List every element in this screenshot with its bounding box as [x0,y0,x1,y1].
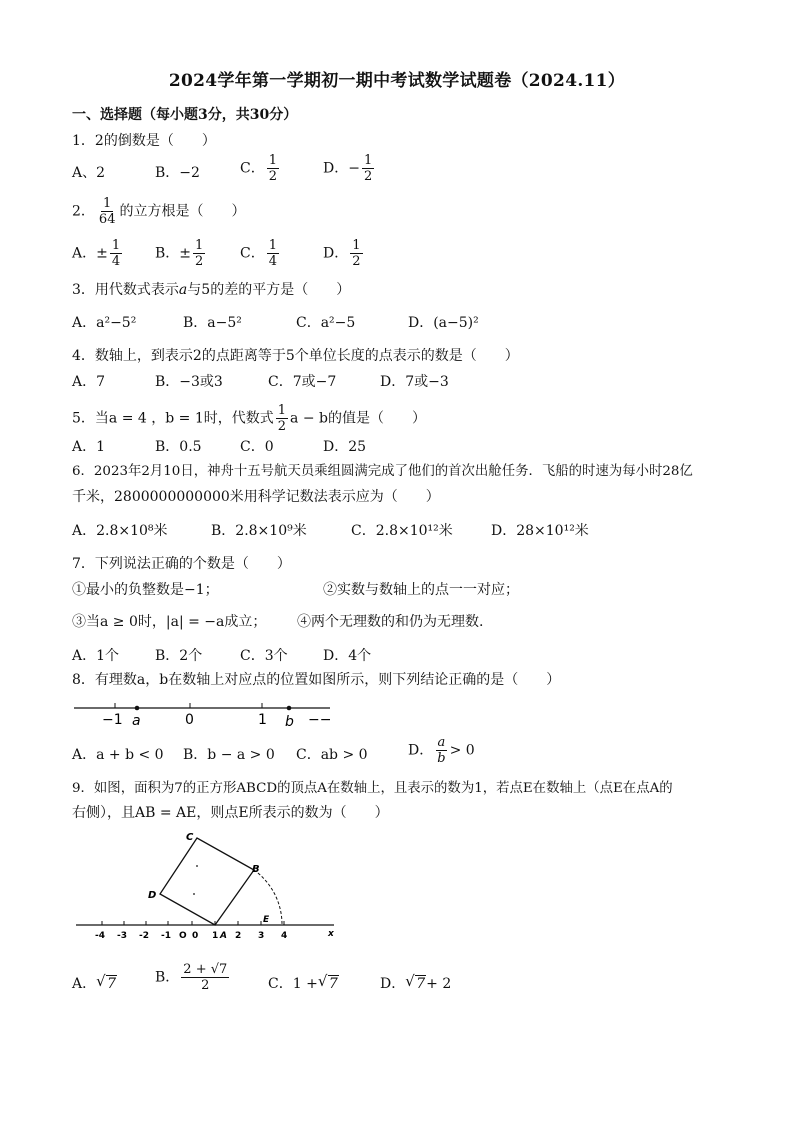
fraction: $\frac{1}{2}$ [363,153,373,184]
q3-option-b[interactable]: B．a−5² [183,315,242,331]
svg-text:-4: -4 [95,931,105,941]
question-8-stem: 8．有理数a，b在数轴上对应点的位置如图所示，则下列结论正确的是（ ） [72,672,561,688]
label-b: b [285,714,294,730]
q7-statement-3: ③当a ≥ 0时，|a| = −a成立； [72,614,267,630]
question-5-stem: 5．当a = 4 ，b = 1时，代数式 $\frac{1}{2}$ a − b的值是（ ） [72,403,426,434]
q1-option-b[interactable]: B．−2 [155,165,200,181]
q5-option-c[interactable]: C．0 [240,439,274,455]
point-b-dot [287,706,292,711]
question-9-line1: 9．如图，面积为7的正方形ABCD的顶点A在数轴上，且表示的数为1，若点E在数轴上（点E在点A的 [72,781,673,796]
q3-option-c[interactable]: C．a²−5 [296,315,356,331]
q2-option-d[interactable]: D． $\frac{1}{2}$ [323,238,361,269]
label-x: x [328,929,334,939]
fraction: $\frac{1}{2}$ [195,238,204,269]
q2-option-a[interactable]: A．± $\frac{1}{4}$ [72,238,121,269]
q4-option-d[interactable]: D．7或−3 [380,374,449,390]
label-e: E [263,915,270,925]
question-1-stem: 1．2的倒数是（ ） [72,133,216,149]
svg-text:-1: -1 [161,931,171,941]
question-2-stem: 2． $\frac{1}{64}$ 的立方根是（ ） [72,196,246,227]
q7-option-b[interactable]: B．2个 [155,648,203,664]
fraction: $\frac{a}{b}$ [437,735,446,766]
q6-option-a[interactable]: A．2.8×10⁸米 [72,523,168,539]
figure-tick-labels [95,931,287,941]
square-abcd [160,838,254,925]
svg-text:2: 2 [235,931,242,941]
label-one: 1 [258,712,267,728]
q7-option-d[interactable]: D．4个 [323,648,372,664]
svg-text:-3: -3 [117,931,127,941]
fraction: $\frac{2 + √7}{2}$ [183,962,228,993]
q1-option-d[interactable] [323,153,376,184]
q8-option-c[interactable]: C．ab > 0 [296,747,368,763]
label-a: A [220,931,227,941]
svg-text:1: 1 [212,931,219,941]
fraction: $\frac{1}{2}$ [268,153,277,184]
q9-option-d[interactable]: D． √ 7+ 2 [380,972,452,992]
q5-option-d[interactable]: D．25 [323,439,367,455]
question-4-stem: 4．数轴上，到表示2的点距离等于5个单位长度的点表示的数是（ ） [72,348,519,364]
q1-option-a[interactable]: A、2 [72,165,106,181]
question-6-line2: 千米，2800000000000米用科学记数法表示应为（ ） [72,489,440,505]
question-9-line2: 右侧），且AB = AE，则点E所表示的数为（ ） [72,805,389,821]
label-zero: 0 [185,712,194,728]
label-minus1: −1 [102,712,123,728]
fraction: $\frac{1}{2}$ [352,238,361,269]
q5-option-b[interactable]: B．0.5 [155,439,202,455]
q5-option-a[interactable]: A．1 [72,439,106,455]
q7-option-a[interactable]: A．1个 [72,648,120,664]
q2-option-c[interactable]: C． $\frac{1}{4}$ [240,238,277,269]
q1-option-c-label: C． [240,160,265,177]
label-a: a [132,713,141,729]
q8-option-b[interactable]: B．b − a > 0 [183,747,275,763]
q7-statement-1: ①最小的负整数是−1； [72,582,219,598]
q4-option-a[interactable]: A．7 [72,374,106,390]
q3-option-a[interactable]: A．a²−5² [72,315,137,331]
fraction: $\frac{1}{4}$ [111,238,121,269]
q9-option-a[interactable]: A． √ 7 [72,972,117,992]
q2-option-b[interactable]: B．± $\frac{1}{2}$ [155,238,204,269]
svg-text:-2: -2 [139,931,149,941]
q6-option-c[interactable]: C．2.8×10¹²米 [351,523,453,539]
q4-option-c[interactable]: C．7或−7 [268,374,337,390]
svg-text:3: 3 [258,931,265,941]
section-heading: 一、选择题（每小题3分，共30分） [72,107,298,123]
q8-number-line [72,698,337,732]
q1-option-c[interactable] [240,153,281,184]
q7-statement-4: ④两个无理数的和仍为无理数. [297,614,484,630]
q6-option-d[interactable]: D．28×10¹²米 [491,523,589,539]
label-dashes: −− [308,712,332,728]
q9-square-figure [72,828,342,948]
label-b: B [252,864,260,875]
q7-statement-2: ②实数与数轴上的点一一对应； [323,582,519,598]
q8-option-d[interactable]: D． $\frac{a}{b}$ > 0 [408,735,475,766]
q4-option-b[interactable]: B．−3或3 [155,374,223,390]
fraction: $\frac{1}{64}$ [98,196,116,227]
sqrt: √ 7 [405,972,426,992]
q3-option-d[interactable]: D．(a−5)² [408,315,479,331]
fraction: $\frac{1}{4}$ [268,238,277,269]
q8-option-a[interactable]: A．a + b < 0 [72,747,164,763]
svg-text:4: 4 [281,931,288,941]
q1-option-d-label: D．− [323,160,360,177]
question-7-stem: 7．下列说法正确的个数是（ ） [72,556,291,572]
label-c: C [186,832,194,843]
sqrt: √ 7 [317,972,338,992]
question-6-line1: 6．2023年2月10日，神舟十五号航天员乘组圆满完成了他们的首次出舱任务．飞船的时速为每小时28亿 [72,464,693,479]
point-a-dot [135,706,140,711]
q7-option-c[interactable]: C．3个 [240,648,288,664]
label-d: D [148,890,157,901]
sqrt: √ 7 [96,972,117,992]
fraction: $\frac{1}{2}$ [277,403,287,434]
exam-title: 2024学年第一学期初一期中考试数学试题卷（2024.11） [168,71,626,91]
svg-text:0: 0 [192,931,199,941]
q6-option-b[interactable]: B．2.8×10⁹米 [211,523,307,539]
q9-option-b[interactable]: B． $\frac{2 + √7}{2}$ [155,962,228,993]
question-3-stem: 3．用代数式表示a与5的差的平方是（ ） [72,282,351,298]
svg-text:O: O [179,931,187,941]
q9-option-c[interactable]: C．1 + √ 7 [268,972,338,992]
